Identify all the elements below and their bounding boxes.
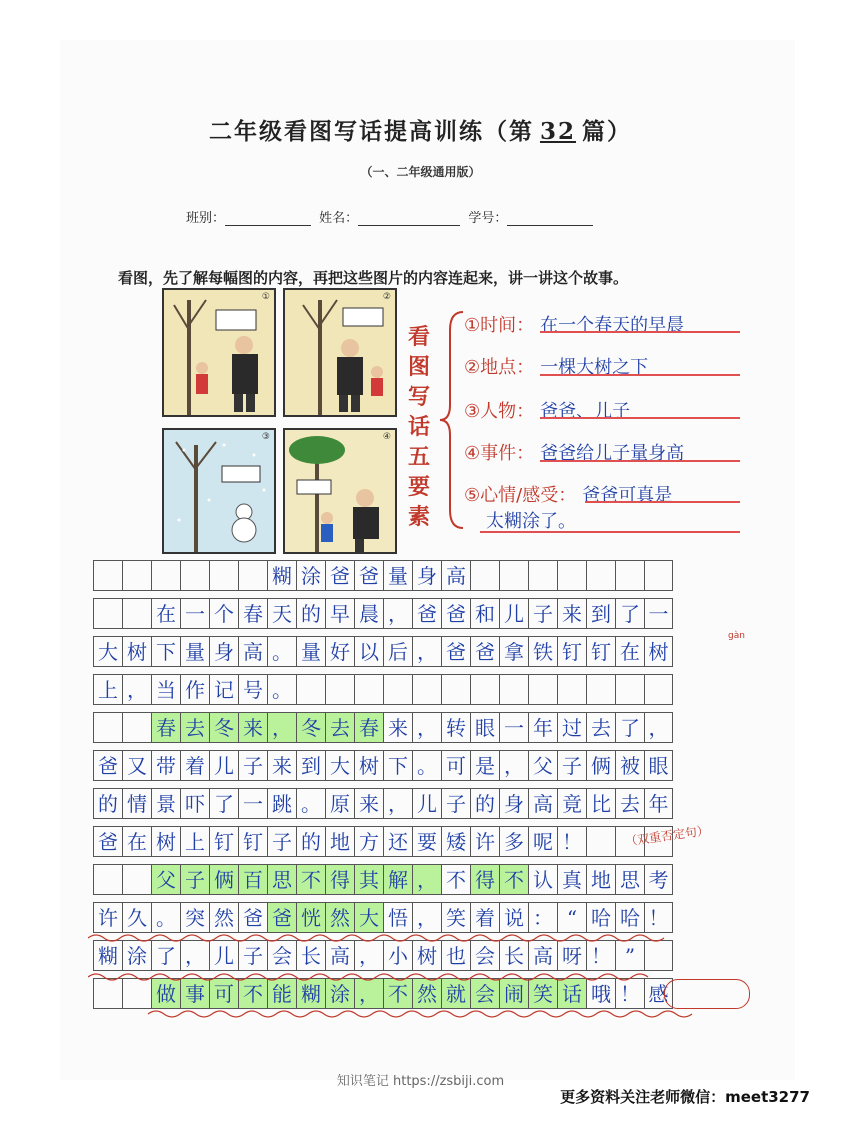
grid-cell: ！ xyxy=(557,826,586,857)
grid-cell xyxy=(470,674,499,705)
grid-cell: 一 xyxy=(644,598,673,629)
grid-cell: 带 xyxy=(151,750,180,781)
grid-cell: 糊 xyxy=(93,940,122,971)
essay-row xyxy=(93,750,753,781)
grid-cell: 然 xyxy=(325,902,354,933)
grid-cell xyxy=(412,674,441,705)
grid-cell: 考 xyxy=(644,864,673,895)
grid-cell: 去 xyxy=(586,712,615,743)
grid-cell: 俩 xyxy=(209,864,238,895)
answer-underlines xyxy=(460,300,760,540)
grid-cell: 高 xyxy=(238,636,267,667)
grid-cell: 号 xyxy=(238,674,267,705)
grid-cell: 子 xyxy=(528,598,557,629)
grid-cell: 会 xyxy=(470,940,499,971)
wavy-underlines xyxy=(88,930,758,1020)
panel-number: ② xyxy=(382,292,391,302)
grid-cell: 天 xyxy=(267,598,296,629)
grid-cell: 可 xyxy=(441,750,470,781)
grid-cell: 认 xyxy=(528,864,557,895)
essay-row xyxy=(93,712,753,743)
grid-cell: ， xyxy=(122,674,151,705)
grid-cell: 父 xyxy=(528,750,557,781)
grid-cell: 可 xyxy=(209,978,238,1009)
grid-cell: 俩 xyxy=(586,750,615,781)
grid-cell: 高 xyxy=(528,940,557,971)
grid-cell: 。 xyxy=(151,902,180,933)
grid-cell: 哦 xyxy=(586,978,615,1009)
grid-cell xyxy=(238,560,267,591)
panel-number: ④ xyxy=(382,432,391,442)
grid-cell: 也 xyxy=(441,940,470,971)
grid-cell: 的 xyxy=(296,598,325,629)
grid-cell: 然 xyxy=(412,978,441,1009)
grid-cell: 着 xyxy=(470,902,499,933)
grid-cell: 吓 xyxy=(180,788,209,819)
grid-cell xyxy=(122,560,151,591)
grid-cell: 不 xyxy=(441,864,470,895)
grid-cell: 还 xyxy=(383,826,412,857)
grid-cell: 量 xyxy=(296,636,325,667)
grid-cell: 许 xyxy=(470,826,499,857)
grid-cell: 涂 xyxy=(325,978,354,1009)
grid-cell: 能 xyxy=(267,978,296,1009)
grid-cell xyxy=(557,674,586,705)
grid-cell: 眼 xyxy=(470,712,499,743)
grid-cell xyxy=(209,560,238,591)
grid-cell: 树 xyxy=(151,826,180,857)
grid-cell: 高 xyxy=(441,560,470,591)
grid-cell xyxy=(325,674,354,705)
grid-cell: ， xyxy=(180,940,209,971)
grid-cell: 爸 xyxy=(441,598,470,629)
grid-cell: 呀 xyxy=(557,940,586,971)
grid-cell: ， xyxy=(354,940,383,971)
grid-cell: 了 xyxy=(615,598,644,629)
grid-cell: 百 xyxy=(238,864,267,895)
grid-cell: 涂 xyxy=(296,560,325,591)
grid-cell: ， xyxy=(383,788,412,819)
grid-cell: ！ xyxy=(644,902,673,933)
grid-cell: 到 xyxy=(296,750,325,781)
grid-cell: 然 xyxy=(209,902,238,933)
grid-cell: 其 xyxy=(354,864,383,895)
grid-cell: 。 xyxy=(267,674,296,705)
grid-cell: 说 xyxy=(499,902,528,933)
grid-cell: 会 xyxy=(470,978,499,1009)
grid-cell: 话 xyxy=(557,978,586,1009)
comic-panel-3 xyxy=(162,428,276,554)
grid-cell: 当 xyxy=(151,674,180,705)
element-time: ①时间： 在一个春天的早晨 xyxy=(464,315,685,336)
grid-cell: ！ xyxy=(586,940,615,971)
grid-cell xyxy=(528,560,557,591)
grid-cell: 拿 xyxy=(499,636,528,667)
grid-cell: 会 xyxy=(267,940,296,971)
grid-cell: 钉 xyxy=(557,636,586,667)
grid-cell: 钉 xyxy=(238,826,267,857)
grid-cell: 跳 xyxy=(267,788,296,819)
grid-cell: ， xyxy=(412,864,441,895)
grid-cell: 到 xyxy=(586,598,615,629)
grid-cell: 来 xyxy=(354,788,383,819)
panel-number: ① xyxy=(261,292,270,302)
grid-cell: 树 xyxy=(644,636,673,667)
grid-cell xyxy=(470,560,499,591)
grid-cell: 去 xyxy=(325,712,354,743)
grid-cell: 是 xyxy=(470,750,499,781)
grid-cell: 又 xyxy=(122,750,151,781)
panel-1-illustration xyxy=(164,290,274,415)
grid-cell: 多 xyxy=(499,826,528,857)
grid-cell: 。 xyxy=(267,636,296,667)
grid-cell: 笑 xyxy=(528,978,557,1009)
grid-cell: 的 xyxy=(296,826,325,857)
grid-cell: 上 xyxy=(180,826,209,857)
grid-cell: ， xyxy=(499,750,528,781)
grid-cell: 突 xyxy=(180,902,209,933)
grid-cell xyxy=(93,864,122,895)
grid-cell xyxy=(499,560,528,591)
grid-cell xyxy=(122,598,151,629)
grid-cell: 树 xyxy=(412,940,441,971)
grid-cell xyxy=(499,674,528,705)
grid-cell: ， xyxy=(267,712,296,743)
grid-cell: 年 xyxy=(644,788,673,819)
grid-cell: 做 xyxy=(151,978,180,1009)
essay-row xyxy=(93,636,753,667)
element-people: ③人物： 爸爸、儿子 xyxy=(464,401,631,422)
essay-row xyxy=(93,560,753,591)
grid-cell: 爸 xyxy=(470,636,499,667)
grid-cell: 下 xyxy=(151,636,180,667)
grid-cell xyxy=(93,560,122,591)
grid-cell: 大 xyxy=(354,902,383,933)
panel-number: ③ xyxy=(261,432,270,442)
grid-cell: 。 xyxy=(412,750,441,781)
grid-cell: 子 xyxy=(441,788,470,819)
grid-cell: 春 xyxy=(151,712,180,743)
grid-cell xyxy=(180,560,209,591)
grid-cell: 下 xyxy=(383,750,412,781)
grid-cell: 子 xyxy=(557,750,586,781)
grid-cell: 子 xyxy=(238,750,267,781)
grid-cell xyxy=(615,560,644,591)
grid-cell: 一 xyxy=(180,598,209,629)
grid-cell: 儿 xyxy=(209,940,238,971)
name-blank[interactable] xyxy=(358,213,460,226)
margin-annotation: （双重否定句） xyxy=(624,823,710,849)
grid-cell: 笑 xyxy=(441,902,470,933)
grid-cell: 以 xyxy=(354,636,383,667)
grid-cell xyxy=(644,560,673,591)
grid-cell: 作 xyxy=(180,674,209,705)
grid-cell: ， xyxy=(354,978,383,1009)
grid-cell: 就 xyxy=(441,978,470,1009)
grid-cell: 子 xyxy=(267,826,296,857)
panel-2-illustration xyxy=(285,290,395,415)
grid-cell: 涂 xyxy=(122,940,151,971)
grid-cell xyxy=(122,864,151,895)
grid-cell: 悟 xyxy=(383,902,412,933)
grid-cell: 一 xyxy=(238,788,267,819)
grid-cell: 冬 xyxy=(296,712,325,743)
grid-cell: 事 xyxy=(180,978,209,1009)
grid-cell: 冬 xyxy=(209,712,238,743)
contact-text: 更多资料关注老师微信：meet3277 xyxy=(560,1088,810,1106)
grid-cell: 爸 xyxy=(267,902,296,933)
grid-cell xyxy=(151,560,180,591)
comic-panel-2 xyxy=(283,288,397,417)
grid-cell: 久 xyxy=(122,902,151,933)
student-fields xyxy=(186,207,597,226)
grid-cell: 地 xyxy=(586,864,615,895)
grid-cell: 一 xyxy=(499,712,528,743)
grid-cell: 糊 xyxy=(267,560,296,591)
id-blank[interactable] xyxy=(507,213,593,226)
grid-cell: 情 xyxy=(122,788,151,819)
grid-cell: 铁 xyxy=(528,636,557,667)
page-title: 二年级看图写话提高训练（第 32 篇） xyxy=(208,118,632,145)
grid-cell: 爸 xyxy=(238,902,267,933)
grid-cell: 比 xyxy=(586,788,615,819)
grid-cell: 年 xyxy=(528,712,557,743)
essay-row xyxy=(93,788,753,819)
grid-cell: 长 xyxy=(296,940,325,971)
grid-cell: 去 xyxy=(615,788,644,819)
grid-cell: 子 xyxy=(238,940,267,971)
grid-cell: 大 xyxy=(93,636,122,667)
grid-cell: 儿 xyxy=(412,788,441,819)
grid-cell: 个 xyxy=(209,598,238,629)
grid-cell: 被 xyxy=(615,750,644,781)
grid-cell: 身 xyxy=(499,788,528,819)
grid-cell: 儿 xyxy=(209,750,238,781)
grid-cell: 大 xyxy=(325,750,354,781)
title-number: 32 xyxy=(539,118,576,145)
grid-cell: 眼 xyxy=(644,750,673,781)
grid-cell: 晨 xyxy=(354,598,383,629)
grid-cell: 着 xyxy=(180,750,209,781)
class-blank[interactable] xyxy=(225,213,311,226)
subtitle: （一、二年级通用版） xyxy=(360,165,481,179)
grid-cell xyxy=(557,560,586,591)
grid-cell: 去 xyxy=(180,712,209,743)
grid-cell: 在 xyxy=(615,636,644,667)
grid-cell: 父 xyxy=(151,864,180,895)
grid-cell: 的 xyxy=(470,788,499,819)
grid-cell: ， xyxy=(412,712,441,743)
grid-cell: 爸 xyxy=(412,598,441,629)
grid-cell xyxy=(296,674,325,705)
grid-cell: 长 xyxy=(499,940,528,971)
grid-cell: 和 xyxy=(470,598,499,629)
grid-cell: 过 xyxy=(557,712,586,743)
grid-cell: 呢 xyxy=(528,826,557,857)
grid-cell: ： xyxy=(528,902,557,933)
grid-cell: 爸 xyxy=(93,750,122,781)
grid-cell xyxy=(528,674,557,705)
grid-cell xyxy=(441,674,470,705)
grid-cell: 闹 xyxy=(499,978,528,1009)
grid-cell: 了 xyxy=(615,712,644,743)
grid-cell: ！ xyxy=(615,978,644,1009)
grid-cell: 儿 xyxy=(499,598,528,629)
grid-cell: 量 xyxy=(383,560,412,591)
grid-cell: 思 xyxy=(267,864,296,895)
grid-cell: 钉 xyxy=(209,826,238,857)
grid-cell: 早 xyxy=(325,598,354,629)
grid-cell: 了 xyxy=(209,788,238,819)
grid-cell xyxy=(644,674,673,705)
element-place: ②地点： 一棵大树之下 xyxy=(464,357,649,378)
grid-cell: 爸 xyxy=(441,636,470,667)
essay-row xyxy=(93,674,753,705)
grid-cell xyxy=(615,674,644,705)
panel-3-illustration xyxy=(164,430,274,552)
panel-4-illustration xyxy=(285,430,395,552)
grid-cell: 高 xyxy=(325,940,354,971)
grid-cell xyxy=(383,674,412,705)
grid-cell: 记 xyxy=(209,674,238,705)
grid-cell: 了 xyxy=(151,940,180,971)
grid-cell: 在 xyxy=(151,598,180,629)
grid-cell: 量 xyxy=(180,636,209,667)
grid-cell: 思 xyxy=(615,864,644,895)
grid-cell: 身 xyxy=(209,636,238,667)
grid-cell: 后 xyxy=(383,636,412,667)
grid-cell: 小 xyxy=(383,940,412,971)
grid-cell: 树 xyxy=(354,750,383,781)
instruction-text: 看图，先了解每幅图的内容，再把这些图片的内容连起来，讲一讲这个故事。 xyxy=(118,269,629,287)
class-label: 班别： xyxy=(186,211,226,226)
grid-cell: 糊 xyxy=(296,978,325,1009)
grid-cell: 不 xyxy=(499,864,528,895)
grid-cell: 子 xyxy=(180,864,209,895)
essay-row xyxy=(93,598,753,629)
grid-cell: 矮 xyxy=(441,826,470,857)
grid-cell: 的 xyxy=(93,788,122,819)
element-feeling-continuation: 太糊涂了。 xyxy=(486,511,576,532)
grid-cell: “ xyxy=(557,902,586,933)
grid-cell: ， xyxy=(412,902,441,933)
grid-cell: 来 xyxy=(238,712,267,743)
grid-cell: 原 xyxy=(325,788,354,819)
id-label: 学号： xyxy=(468,211,508,226)
grid-cell: 不 xyxy=(238,978,267,1009)
comic-panel-1 xyxy=(162,288,276,417)
grid-cell: ， xyxy=(412,636,441,667)
grid-cell: 许 xyxy=(93,902,122,933)
element-event: ④事件： 爸爸给儿子量身高 xyxy=(464,443,685,464)
grid-cell: 爸 xyxy=(354,560,383,591)
pinyin-note: gàn xyxy=(728,631,745,641)
grid-cell: 要 xyxy=(412,826,441,857)
grid-cell: 哈 xyxy=(615,902,644,933)
grid-cell: 解 xyxy=(383,864,412,895)
grid-cell: 树 xyxy=(122,636,151,667)
grid-cell: 竟 xyxy=(557,788,586,819)
grid-cell xyxy=(93,712,122,743)
grid-cell: 不 xyxy=(296,864,325,895)
grid-cell: 来 xyxy=(383,712,412,743)
grid-cell: 上 xyxy=(93,674,122,705)
essay-row xyxy=(93,902,753,933)
five-elements-title: 看 图 写 话 五 要 素 xyxy=(407,324,430,530)
grid-cell: 真 xyxy=(557,864,586,895)
grid-cell: 哈 xyxy=(586,902,615,933)
name-label: 姓名： xyxy=(319,211,359,226)
grid-cell xyxy=(122,712,151,743)
grid-cell: 感 xyxy=(644,978,673,1009)
grid-cell: 春 xyxy=(238,598,267,629)
grid-cell: 好 xyxy=(325,636,354,667)
grid-cell: 在 xyxy=(122,826,151,857)
grid-cell: 来 xyxy=(557,598,586,629)
grid-cell: 不 xyxy=(383,978,412,1009)
grid-cell: 得 xyxy=(325,864,354,895)
grid-cell: 爸 xyxy=(93,826,122,857)
grid-cell: 来 xyxy=(267,750,296,781)
grid-cell: 春 xyxy=(354,712,383,743)
grid-cell: 地 xyxy=(325,826,354,857)
grid-cell: 景 xyxy=(151,788,180,819)
grid-cell: 转 xyxy=(441,712,470,743)
grid-cell: ， xyxy=(644,712,673,743)
grid-cell: 方 xyxy=(354,826,383,857)
grid-cell: 高 xyxy=(528,788,557,819)
grid-cell xyxy=(586,560,615,591)
watermark-url: 知识笔记 https://zsbiji.com xyxy=(336,1074,505,1089)
grid-cell xyxy=(93,598,122,629)
grid-cell xyxy=(586,674,615,705)
grid-cell: 恍 xyxy=(296,902,325,933)
grid-cell: ” xyxy=(615,940,644,971)
grid-cell: 。 xyxy=(296,788,325,819)
grid-cell xyxy=(586,826,615,857)
grid-cell: 爸 xyxy=(325,560,354,591)
essay-row xyxy=(93,864,753,895)
grid-cell: 钉 xyxy=(586,636,615,667)
grid-cell: 身 xyxy=(412,560,441,591)
grid-cell xyxy=(354,674,383,705)
element-feeling: ⑤心情/感受： 爸爸可真是 xyxy=(464,485,673,506)
comic-panel-4 xyxy=(283,428,397,554)
grid-cell: ， xyxy=(383,598,412,629)
grid-cell: 得 xyxy=(470,864,499,895)
